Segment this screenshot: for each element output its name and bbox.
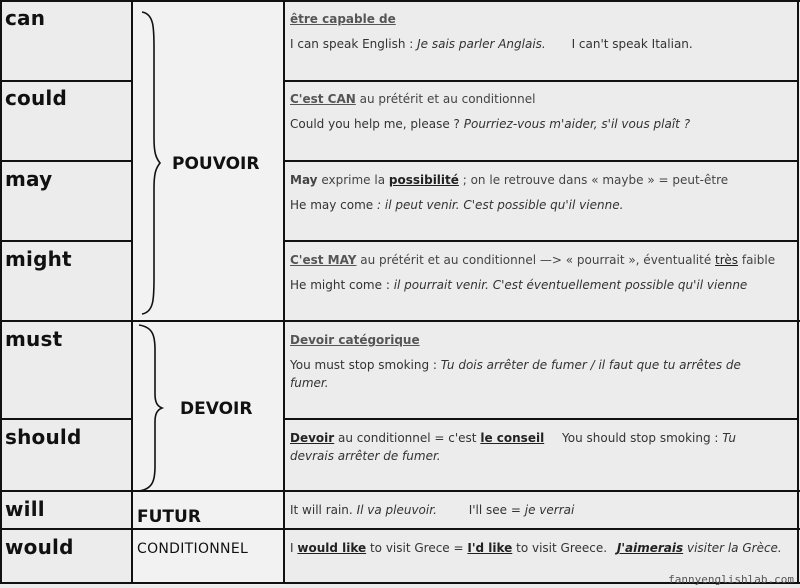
keyword-jaimerais: J'aimerais: [616, 541, 684, 555]
example-en: He might come :: [290, 278, 390, 292]
row-divider: [0, 80, 132, 82]
row-divider-full: [0, 490, 800, 492]
keyword-tres: très: [715, 253, 739, 267]
example-en: Could you help me, please ?: [290, 117, 460, 131]
group-label-futur: FUTUR: [137, 507, 201, 527]
row-divider: [0, 418, 132, 420]
explanation-can: [290, 10, 790, 53]
keyword-devoir: Devoir: [290, 431, 335, 445]
example-fr: Pourriez-vous m'aider, s'il vous plaît ?: [463, 117, 691, 131]
row-divider: [284, 418, 798, 420]
text: I: [290, 541, 298, 555]
verb-must: must: [5, 327, 63, 351]
frame-right: [797, 0, 799, 584]
heading: Devoir catégorique: [290, 333, 420, 347]
heading: être capable de: [290, 12, 396, 26]
row-divider-full: [0, 320, 800, 322]
example-en: You should stop smoking :: [562, 431, 719, 445]
text: ; on le retrouve dans « maybe » = peut-être: [458, 173, 729, 187]
example-en-2: I can't speak Italian.: [571, 37, 693, 51]
watermark: fannyenglishlab.com: [668, 573, 794, 586]
brace-pouvoir-icon: [138, 8, 162, 318]
column-divider-1: [131, 0, 133, 584]
row-divider: [0, 160, 132, 162]
text: au conditionnel = c'est: [334, 431, 481, 445]
verb-could: could: [5, 86, 68, 110]
keyword-conseil: le conseil: [480, 431, 545, 445]
group-label-conditionnel: CONDITIONNEL: [137, 541, 249, 557]
row-divider-full: [0, 528, 800, 530]
frame-left: [0, 0, 2, 584]
text: exprime la: [317, 173, 389, 187]
verb-might: might: [5, 247, 72, 271]
verb-can: can: [5, 6, 46, 30]
row-divider: [284, 160, 798, 162]
group-label-pouvoir: POUVOIR: [172, 154, 260, 174]
row-divider: [0, 240, 132, 242]
example-en-2: I'll see =: [468, 503, 521, 517]
brace-devoir-icon: [135, 322, 165, 494]
keyword-may: May: [290, 173, 318, 187]
group-label-devoir: DEVOIR: [180, 399, 253, 419]
heading: C'est MAY: [290, 253, 357, 267]
example-fr: Tu devrais arrêter de fumer.: [290, 431, 737, 463]
text: au prétérit et au conditionnel —> « pourrait », éventualité: [356, 253, 716, 267]
explanation-will: [290, 501, 790, 519]
row-divider: [284, 240, 798, 242]
explanation-must: [290, 331, 760, 392]
heading: C'est CAN: [290, 92, 356, 106]
text: faible: [738, 253, 776, 267]
row-divider: [284, 80, 798, 82]
column-divider-2: [283, 0, 285, 584]
explanation-would: [290, 539, 790, 557]
text: to visit Grece =: [366, 541, 468, 555]
keyword-id-like: I'd like: [467, 541, 513, 555]
example-fr: Je sais parler Anglais.: [417, 37, 546, 51]
example-en: I can speak English :: [290, 37, 414, 51]
text: to visit Greece.: [512, 541, 608, 555]
verb-may: may: [5, 167, 53, 191]
explanation-might: [290, 251, 790, 294]
example-en: He may come: [290, 198, 374, 212]
example-fr: Il va pleuvoir.: [356, 503, 437, 517]
explanation-may: [290, 171, 790, 214]
keyword-would-like: would like: [297, 541, 367, 555]
explanation-should: [290, 429, 770, 465]
example-fr-2: je verrai: [524, 503, 575, 517]
example-fr: il pourrait venir. C'est éventuellement possible qu'il vienne: [393, 278, 748, 292]
example-fr: visiter la Grèce.: [683, 541, 782, 555]
example-en: It will rain.: [290, 503, 353, 517]
frame-top: [0, 0, 800, 2]
example-en: You must stop smoking :: [290, 358, 437, 372]
explanation-could: [290, 90, 790, 133]
verb-should: should: [5, 425, 82, 449]
example-fr: : il peut venir. C'est possible qu'il vienne.: [377, 198, 624, 212]
verb-will: will: [5, 497, 45, 521]
example-fr: Tu dois arrêter de fumer / il faut que tu arrêtes de fumer.: [290, 358, 741, 390]
verb-would: would: [5, 535, 74, 559]
heading-rest: au prétérit et au conditionnel: [355, 92, 536, 106]
keyword-possibilite: possibilité: [388, 173, 459, 187]
